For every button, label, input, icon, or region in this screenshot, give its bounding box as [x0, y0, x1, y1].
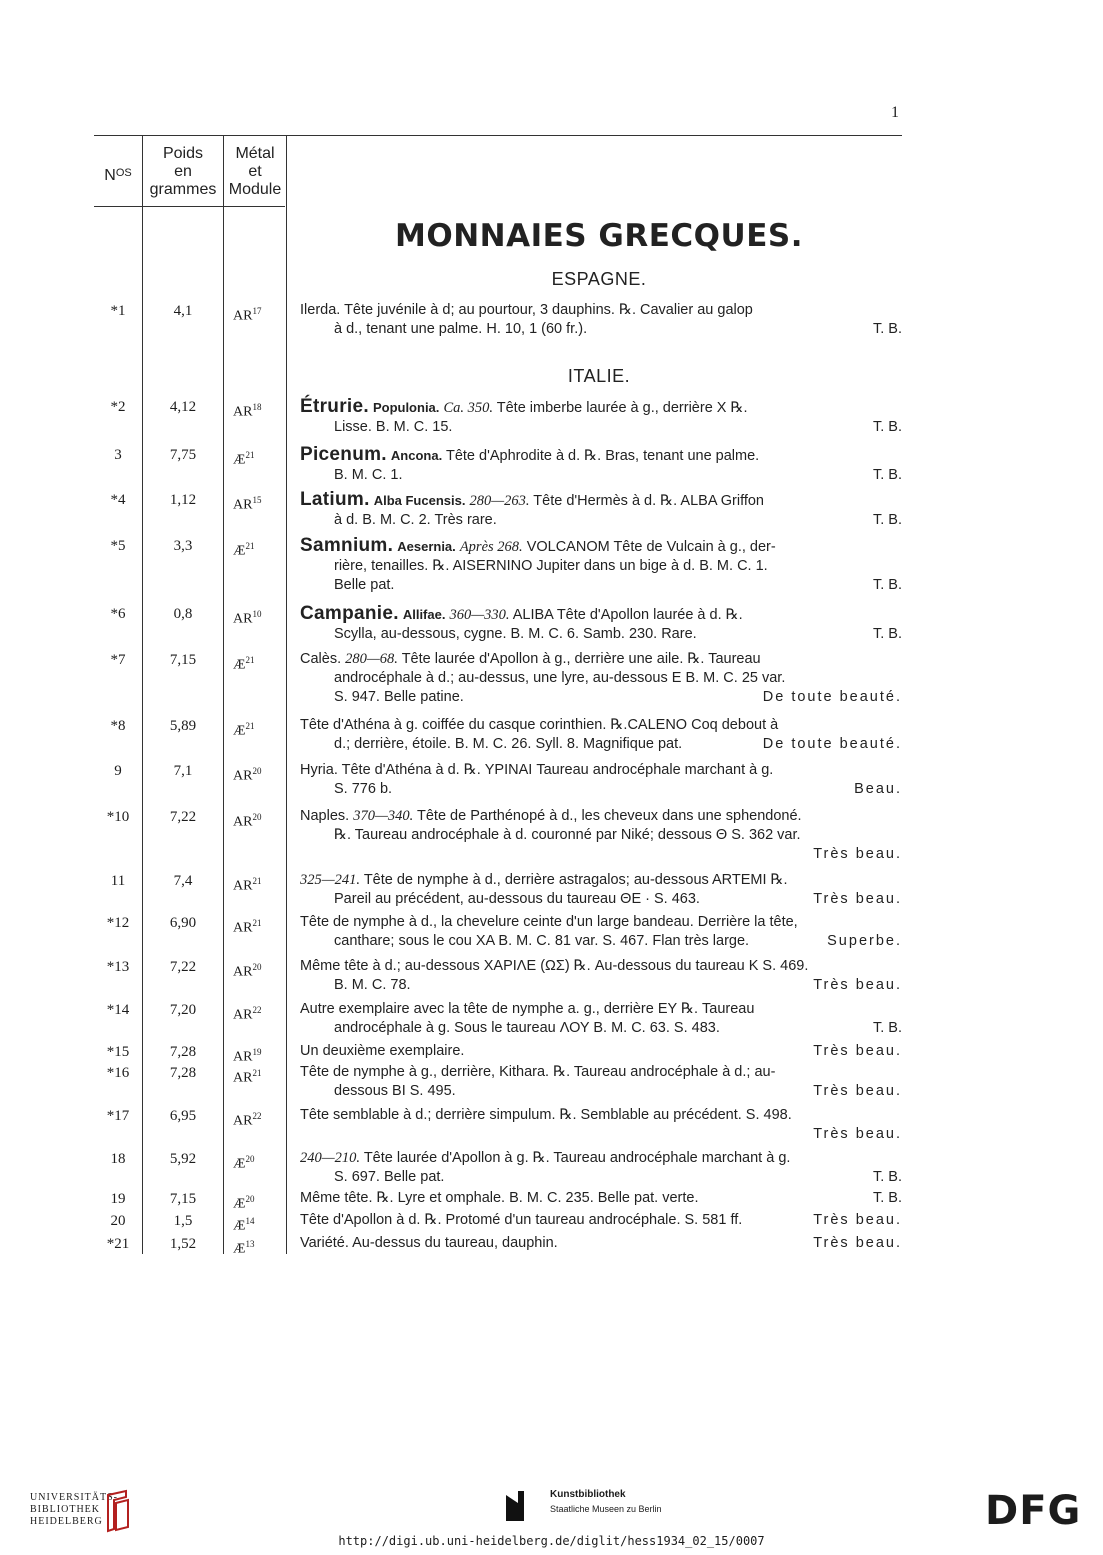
entry-metal: AR$^{15}$ — [233, 495, 262, 513]
entry-number: *12 — [106, 915, 130, 931]
entry-description: Samnium. Aesernia. Après 268. VOLCANOM Tête de Vulcain à g., der- rière, tenailles. ℞. AISERNINO Jupiter dans un bige à d. B. M. C. 1. Belle pat. T. B. — [300, 535, 902, 593]
section-italie: ITALIE. — [567, 366, 631, 386]
entry-weight: 5,89 — [169, 718, 197, 734]
entry-description: Étrurie. Populonia. Ca. 350. Tête imberbe laurée à g., derrière X ℞. Lisse. B. M. C. 15. T. B. — [300, 396, 902, 435]
entry-weight: 7,15 — [169, 1191, 197, 1207]
entry-metal: AR$^{21}$ — [233, 876, 262, 894]
entry-number: *5 — [110, 538, 126, 554]
entry-number: 18 — [110, 1151, 126, 1167]
entry-number: *7 — [110, 652, 126, 668]
entry-metal: AR$^{17}$ — [233, 306, 262, 324]
entry-metal: $Æ^{13}$ — [233, 1239, 255, 1257]
entry-metal: AR$^{20}$ — [233, 962, 262, 980]
entry-description: Autre exemplaire avec la tête de nymphe a. g., derrière ΕΥ ℞. Taureau androcéphale à g. Sous le taureau ΛΟΥ B. M. C. 63. S. 483. T. B. — [300, 1001, 902, 1036]
source-url[interactable]: http://digi.ub.uni-heidelberg.de/diglit/hess1934_02_15/0007 — [338, 1534, 765, 1548]
entry-metal: $Æ^{14}$ — [233, 1216, 255, 1234]
section-espagne: ESPAGNE. — [551, 269, 647, 289]
entry-weight: 7,28 — [169, 1044, 197, 1060]
entry-weight: 1,12 — [169, 492, 197, 508]
entry-description: Ilerda. Tête juvénile à d; au pourtour, 3 dauphins. ℞. Cavalier au galop à d., tenant une palme. H. 10, 1 (60 fr.). T. B. — [300, 302, 902, 337]
entry-number: 11 — [110, 873, 126, 889]
entry-weight: 3,3 — [173, 538, 193, 554]
entry-number: *14 — [106, 1002, 130, 1018]
entry-metal: AR$^{22}$ — [233, 1005, 262, 1023]
entry-metal: AR$^{22}$ — [233, 1111, 262, 1129]
entry-description: Picenum. Ancona. Tête d'Aphrodite à d. ℞. Bras, tenant une palme. B. M. C. 1. T. B. — [300, 444, 902, 483]
entry-description: Tête de nymphe à d., la chevelure ceinte d'un large bandeau. Derrière la tête, canthare; sous le cou ΧΑ B. M. C. 81 var. S. 467. Flan très large. Superbe. — [300, 914, 902, 949]
entry-description: Un deuxième exemplaire. Très beau. — [300, 1043, 902, 1059]
entry-number: *1 — [110, 303, 126, 319]
entry-metal: AR$^{20}$ — [233, 766, 262, 784]
top-rule — [94, 135, 902, 136]
entry-description: Tête semblable à d.; derrière simpulum. ℞. Semblable au précédent. S. 498. Très beau. — [300, 1107, 902, 1142]
entry-description: Latium. Alba Fucensis. 280—263. Tête d'Hermès à d. ℞. ALBA Griffon à d. B. M. C. 2. Très rare. T. B. — [300, 489, 902, 528]
entry-metal: $Æ^{21}$ — [233, 721, 255, 739]
entry-metal: AR$^{19}$ — [233, 1047, 262, 1065]
entry-weight: 0,8 — [173, 606, 193, 622]
entry-weight: 6,95 — [169, 1108, 197, 1124]
entry-description: Même tête à d.; au-dessous ΧΑΡΙΛΕ (ΩΣ) ℞. Au-dessous du taureau K S. 469. B. M. C. 78. Très beau. — [300, 958, 902, 993]
entry-description: Calès. 280—68. Tête laurée d'Apollon à g., derrière une aile. ℞. Taureau androcéphale à d.; au-dessus, une lyre, au-dessous E B. M. C. 25 var. S. 947. Belle patine. De toute beauté. — [300, 651, 902, 705]
entry-number: *21 — [106, 1236, 130, 1252]
entry-weight: 7,22 — [169, 959, 197, 975]
column-rule — [142, 136, 143, 1254]
entry-weight: 4,12 — [169, 399, 197, 415]
entry-number: *8 — [110, 718, 126, 734]
page-number: 1 — [891, 104, 899, 121]
entry-number: *16 — [106, 1065, 130, 1081]
entry-description: Naples. 370—340. Tête de Parthénopé à d., les cheveux dans une sphendoné. ℞. Taureau androcéphale à d. couronné par Niké; dessous Θ S. 362 var. Très beau. — [300, 808, 902, 862]
entry-metal: $Æ^{21}$ — [233, 450, 255, 468]
entry-number: 19 — [110, 1191, 126, 1207]
kunstbibliothek-label: Kunstbibliothek Staatliche Museen zu Berlin — [550, 1489, 662, 1514]
entry-number: *15 — [106, 1044, 130, 1060]
entry-weight: 7,20 — [169, 1002, 197, 1018]
entry-weight: 7,1 — [173, 763, 193, 779]
entry-description: Campanie. Allifae. 360—330. ALIBA Tête d'Apollon laurée à d. ℞. Scylla, au-dessous, cygne. B. M. C. 6. Samb. 230. Rare. T. B. — [300, 603, 902, 642]
header-nos: $N^{OS}$ — [104, 167, 132, 184]
entry-weight: 7,75 — [169, 447, 197, 463]
entry-number: *6 — [110, 606, 126, 622]
entry-metal: AR$^{21}$ — [233, 918, 262, 936]
entry-metal: $Æ^{20}$ — [233, 1194, 255, 1212]
entry-metal: AR$^{10}$ — [233, 609, 262, 627]
entry-number: *17 — [106, 1108, 130, 1124]
entry-number: 20 — [110, 1213, 126, 1229]
entry-weight: 1,52 — [169, 1236, 197, 1252]
entry-description: Tête d'Apollon à d. ℞. Protomé d'un taureau androcéphale. S. 581 ff. Très beau. — [300, 1212, 902, 1228]
dfg-logo: DFG — [985, 1488, 1082, 1534]
entry-weight: 7,28 — [169, 1065, 197, 1081]
footer — [0, 1465, 1103, 1555]
kunstbibliothek-logo-icon — [506, 1491, 536, 1526]
university-library-label: UNIVERSITÄTS- BIBLIOTHEK HEIDELBERG — [30, 1492, 118, 1527]
entry-number: 9 — [114, 763, 122, 779]
entry-weight: 1,5 — [173, 1213, 193, 1229]
column-rule — [286, 136, 287, 1254]
entry-description: Même tête. ℞. Lyre et omphale. B. M. C. 235. Belle pat. verte. T. B. — [300, 1190, 902, 1206]
entry-description: Tête d'Athéna à g. coiffée du casque corinthien. ℞.CALENO Coq debout à d.; derrière, étoile. B. M. C. 26. Syll. 8. Magnifique pat. De toute beauté. — [300, 717, 902, 752]
entry-description: 240—210. Tête laurée d'Apollon à g. ℞. Taureau androcéphale marchant à g. S. 697. Belle pat. T. B. — [300, 1150, 902, 1185]
entry-weight: 5,92 — [169, 1151, 197, 1167]
entry-metal: AR$^{20}$ — [233, 812, 262, 830]
header-metal: Métal et Module — [228, 145, 282, 198]
entry-metal: AR$^{18}$ — [233, 402, 262, 420]
entry-metal: $Æ^{21}$ — [233, 655, 255, 673]
entry-number: *13 — [106, 959, 130, 975]
entry-description: Variété. Au-dessus du taureau, dauphin. Très beau. — [300, 1235, 902, 1251]
entry-weight: 7,4 — [173, 873, 193, 889]
entry-description: Tête de nymphe à g., derrière, Kithara. ℞. Taureau androcéphale à d.; au- dessous ΒΙ S. 495. Très beau. — [300, 1064, 902, 1099]
entry-weight: 7,15 — [169, 652, 197, 668]
entry-number: *10 — [106, 809, 130, 825]
page-title: MONNAIES GRECQUES. — [395, 218, 803, 254]
entry-metal: $Æ^{20}$ — [233, 1154, 255, 1172]
entry-weight: 6,90 — [169, 915, 197, 931]
entry-metal: $Æ^{21}$ — [233, 541, 255, 559]
entry-weight: 4,1 — [173, 303, 193, 319]
column-rule — [223, 136, 224, 1254]
entry-description: Hyria. Tête d'Athéna à d. ℞. ΥΡΙΝΑΙ Taureau androcéphale marchant à g. S. 776 b. Beau. — [300, 762, 902, 797]
university-logo-icon — [104, 1489, 132, 1538]
entry-description: 325—241. Tête de nymphe à d., derrière astragalos; au-dessous ARTEMI ℞. Pareil au précédent, au-dessous du taureau ΘΕ · S. 463. Très beau. — [300, 872, 902, 907]
entry-weight: 7,22 — [169, 809, 197, 825]
entry-number: *2 — [110, 399, 126, 415]
entry-metal: AR$^{21}$ — [233, 1068, 262, 1086]
entry-number: *4 — [110, 492, 126, 508]
header-rule — [94, 206, 285, 207]
entry-number: 3 — [114, 447, 122, 463]
header-poids: Poids en grammes — [149, 145, 217, 198]
